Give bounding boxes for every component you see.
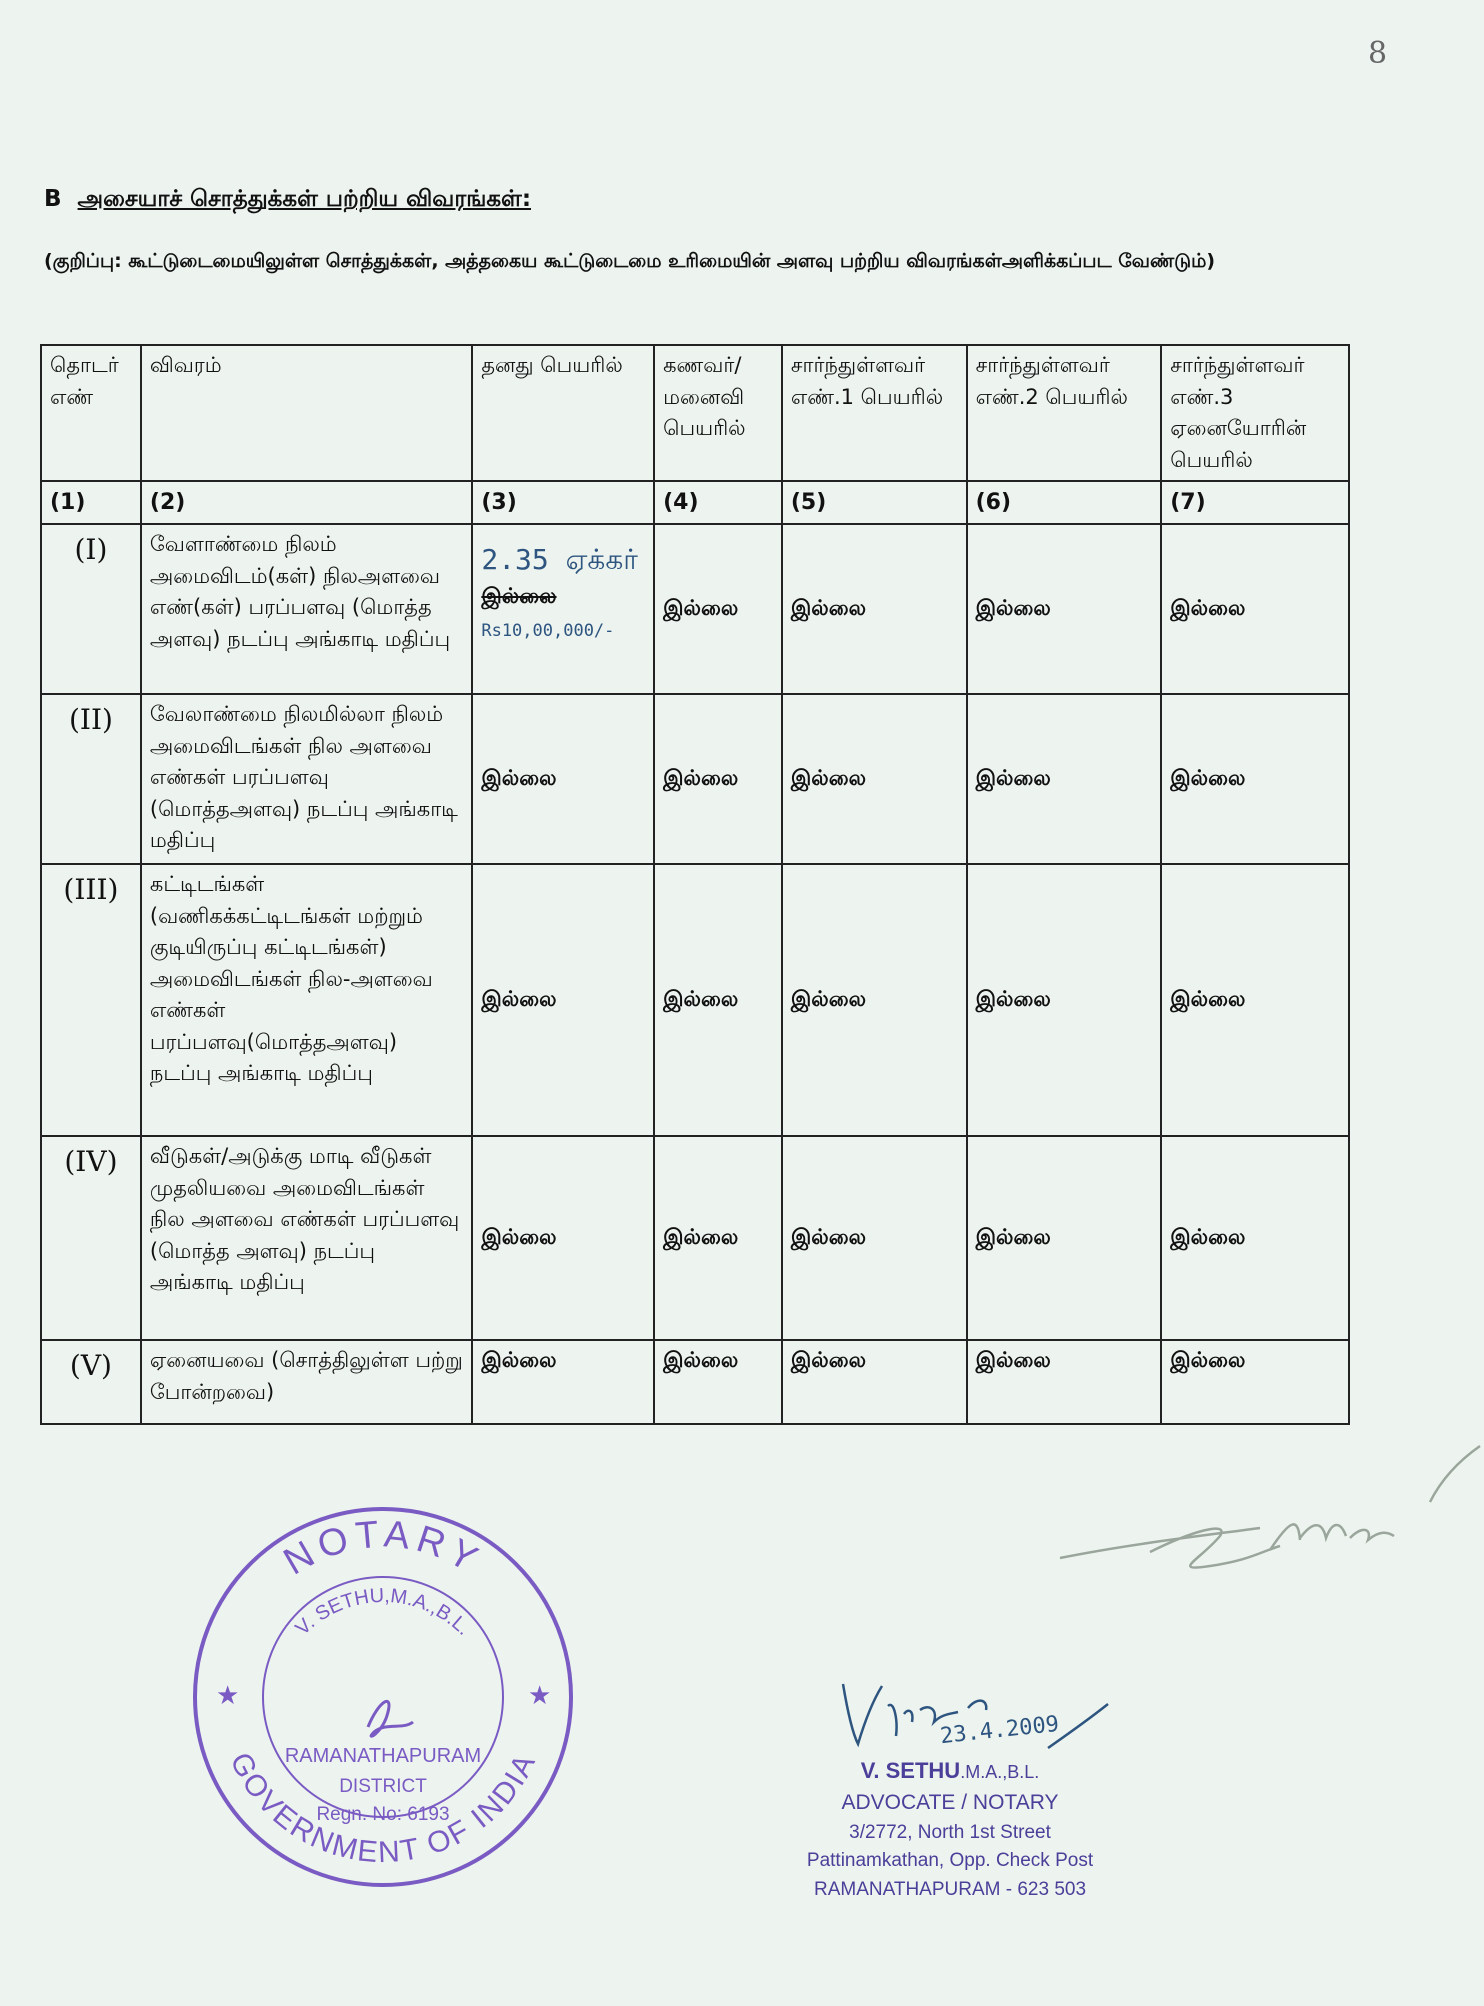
cell-self: இல்லை: [472, 694, 654, 864]
column-number: (3): [472, 481, 654, 524]
row-description: வேளாண்மை நிலம் அமைவிடம்(கள்) நிலஅளவை எண்(கள்) பரப்பளவு (மொத்த அளவு) நடப்பு அங்காடி மதிப்பு: [141, 524, 472, 694]
cell-spouse: இல்லை: [654, 1340, 782, 1424]
notary-degree: .M.A.,B.L.: [960, 1762, 1040, 1782]
stamp-place: RAMANATHAPURAM: [284, 1745, 482, 1767]
stamp-top-text: NOTARY: [276, 1513, 490, 1584]
notary-address-line-2: Pattinamkathan, Opp. Check Post: [806, 1850, 1094, 1871]
stamp-name: V. SETHU,M.A.,B.L.: [291, 1584, 475, 1640]
row-serial: (I): [41, 524, 141, 694]
page-number: 8: [1368, 36, 1388, 71]
stamp-district: DISTRICT: [339, 1776, 427, 1797]
cell-dependent-2: இல்லை: [967, 864, 1162, 1136]
table-row: [41, 864, 1349, 1136]
row-serial: (II): [41, 694, 141, 864]
section-letter: B: [44, 186, 62, 212]
cell-dependent-1: இல்லை: [782, 1340, 967, 1424]
handwritten-value: Rs10,00,000/-: [481, 620, 615, 641]
column-number: (7): [1161, 481, 1349, 524]
header-dependent-2: சார்ந்துள்ளவர் எண்.2 பெயரில்: [967, 345, 1162, 481]
notary-name-text: V. SETHU: [860, 1758, 961, 1783]
header-self: தனது பெயரில்: [472, 345, 654, 481]
cell-dependent-3: இல்லை: [1161, 1340, 1349, 1424]
cell-self: இல்லை: [472, 864, 654, 1136]
table-row: [41, 1340, 1349, 1424]
column-number: (5): [782, 481, 967, 524]
cell-dependent-1: இல்லை: [782, 1136, 967, 1340]
cell-dependent-1: இல்லை: [782, 524, 967, 694]
stamp-regn: Regn. No: 6193: [316, 1804, 450, 1825]
cell-dependent-2: இல்லை: [967, 524, 1162, 694]
header-description: விவரம்: [141, 345, 472, 481]
row-serial: (IV): [41, 1136, 141, 1340]
cell-dependent-3: இல்லை: [1161, 1136, 1349, 1340]
immovable-assets-table: [40, 344, 1350, 1425]
column-number: (6): [967, 481, 1162, 524]
column-number: (2): [141, 481, 472, 524]
section-note: (குறிப்பு: கூட்டுடைமையிலுள்ள சொத்துக்கள், அத்தகைய கூட்டுடைமை உரிமையின் அளவு பற்றிய விவரங்கள்அளிக்கப்பட வேண்டும்): [44, 250, 1216, 272]
column-number: (1): [41, 481, 141, 524]
cell-spouse: இல்லை: [654, 694, 782, 864]
header-serial: தொடர் எண்: [41, 345, 141, 481]
header-spouse: கணவர்/ மனைவி பெயரில்: [654, 345, 782, 481]
cell-dependent-2: இல்லை: [967, 1136, 1162, 1340]
cell-self: [472, 524, 654, 694]
header-dependent-1: சார்ந்துள்ளவர் எண்.1 பெயரில்: [782, 345, 967, 481]
handwritten-area: 2.35 ஏக்கர்: [481, 543, 638, 576]
section-heading: [44, 186, 531, 215]
row-serial: (III): [41, 864, 141, 1136]
star-icon: ★: [216, 1680, 240, 1710]
row-description: ஏனையவை (சொத்திலுள்ள பற்று போன்றவை): [141, 1340, 472, 1424]
stamp-signature: [368, 1701, 413, 1736]
stamp-outer-ring: [195, 1509, 571, 1885]
cell-dependent-2: இல்லை: [967, 694, 1162, 864]
signature-date: 23.4.2009: [939, 1711, 1061, 1750]
column-number-row: [41, 481, 1349, 524]
cell-dependent-3: இல்லை: [1161, 694, 1349, 864]
struck-text: இல்லை: [481, 584, 557, 608]
cell-dependent-1: இல்லை: [782, 864, 967, 1136]
cell-self: இல்லை: [472, 1136, 654, 1340]
cell-self: இல்லை: [472, 1340, 654, 1424]
cell-dependent-1: இல்லை: [782, 694, 967, 864]
column-number: (4): [654, 481, 782, 524]
cell-spouse: இல்லை: [654, 864, 782, 1136]
row-serial: (V): [41, 1340, 141, 1424]
cell-dependent-3: இல்லை: [1161, 524, 1349, 694]
cell-spouse: இல்லை: [654, 1136, 782, 1340]
table-row: [41, 1136, 1349, 1340]
notary-address-line-1: 3/2772, North 1st Street: [849, 1821, 1051, 1843]
row-description: வேலாண்மை நிலமில்லா நிலம் அமைவிடங்கள் நில அளவை எண்கள் பரப்பளவு (மொத்தஅளவு) நடப்பு அங்காடி மதிப்பு: [141, 694, 472, 864]
table-header-row: [41, 345, 1349, 481]
notary-address-block: [700, 1754, 1200, 1904]
cell-spouse: இல்லை: [654, 524, 782, 694]
notary-stamp: [188, 1502, 578, 1892]
cell-dependent-3: இல்லை: [1161, 864, 1349, 1136]
section-title: அசையாச் சொத்துக்கள் பற்றிய விவரங்கள்:: [77, 186, 532, 212]
signature-scribble: [1050, 1440, 1484, 1620]
table-row: [41, 524, 1349, 694]
cell-dependent-2: இல்லை: [967, 1340, 1162, 1424]
table-row: [41, 694, 1349, 864]
row-description: வீடுகள்/அடுக்கு மாடி வீடுகள் முதலியவை அமைவிடங்கள் நில அளவை எண்கள் பரப்பளவு (மொத்த அளவு) நடப்பு அங்காடி மதிப்பு: [141, 1136, 472, 1340]
header-dependent-3: சார்ந்துள்ளவர் எண்.3 ஏனையோரின் பெயரில்: [1161, 345, 1349, 481]
notary-role: ADVOCATE / NOTARY: [841, 1791, 1059, 1814]
star-icon: ★: [528, 1680, 552, 1710]
row-description: கட்டிடங்கள் (வணிகக்கட்டிடங்கள் மற்றும் குடியிருப்பு கட்டிடங்கள்) அமைவிடங்கள் நில-அளவை எண்கள் பரப்பளவு(மொத்தஅளவு) நடப்பு அங்காடி மதிப்பு: [141, 864, 472, 1136]
notary-address-line-3: RAMANATHAPURAM - 623 503: [813, 1878, 1087, 1900]
stamp-bottom-text: GOVERNMENT OF INDIA: [223, 1747, 543, 1870]
notary-name: [700, 1754, 1200, 1787]
